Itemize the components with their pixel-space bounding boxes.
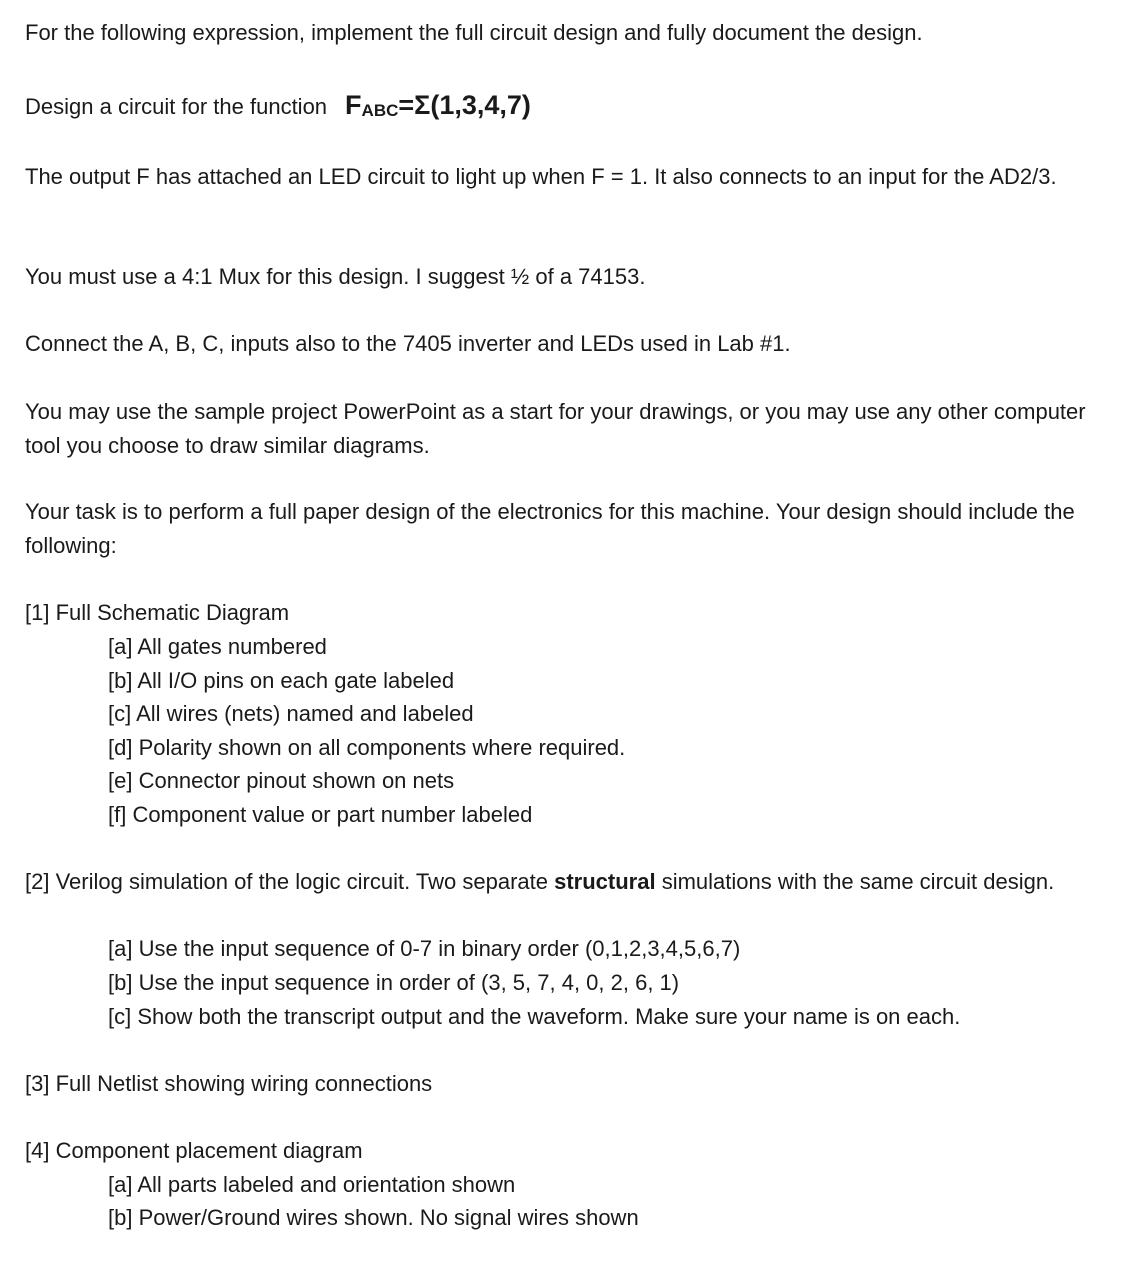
section1-item-a: [a] All gates numbered xyxy=(108,634,327,659)
function-subscript: ABC xyxy=(361,101,399,120)
connect-paragraph: Connect the A, B, C, inputs also to the 7405 inverter and LEDs used in Lab #1. xyxy=(25,331,791,356)
section2-title-bold: structural xyxy=(554,869,656,894)
section2-item-a: [a] Use the input sequence of 0-7 in binary order (0,1,2,3,4,5,6,7) xyxy=(108,936,741,961)
section2-title xyxy=(25,865,1115,899)
section2-title-before: [2] Verilog simulation of the logic circuit. Two separate xyxy=(25,869,555,894)
powerpoint-paragraph: You may use the sample project PowerPoint as a start for your drawings, or you may use any other computer tool you choose to draw similar diagrams. xyxy=(25,399,1086,458)
section4-item-b: [b] Power/Ground wires shown. No signal wires shown xyxy=(108,1205,639,1230)
section1-title: [1] Full Schematic Diagram xyxy=(25,600,290,625)
output-paragraph: The output F has attached an LED circuit to light up when F = 1. It also connects to an input for the AD2/3. xyxy=(25,164,1057,189)
section4-title: [4] Component placement diagram xyxy=(25,1138,363,1163)
section2-title-after: simulations with the same circuit design. xyxy=(655,869,1055,894)
section1-item-b: [b] All I/O pins on each gate labeled xyxy=(108,668,455,693)
section1-item-f: [f] Component value or part number labeled xyxy=(108,802,533,827)
section2-item-c: [c] Show both the transcript output and the waveform. Make sure your name is on each. xyxy=(108,1004,961,1029)
function-expression xyxy=(345,90,531,120)
design-line xyxy=(25,88,531,126)
task-paragraph: Your task is to perform a full paper design of the electronics for this machine. Your design should include the following: xyxy=(25,499,1075,558)
section2-item-b: [b] Use the input sequence in order of (3, 5, 7, 4, 0, 2, 6, 1) xyxy=(108,970,680,995)
section1-item-d: [d] Polarity shown on all components where required. xyxy=(108,735,626,760)
section1-item-e: [e] Connector pinout shown on nets xyxy=(108,768,455,793)
section4-item-a: [a] All parts labeled and orientation shown xyxy=(108,1172,516,1197)
design-prefix: Design a circuit for the function xyxy=(25,94,328,119)
section3-title: [3] Full Netlist showing wiring connections xyxy=(25,1071,433,1096)
function-sum: =Σ(1,3,4,7) xyxy=(398,90,531,120)
intro-text: For the following expression, implement the full circuit design and fully document the design. xyxy=(25,20,923,45)
function-f: F xyxy=(345,90,362,120)
section1-item-c: [c] All wires (nets) named and labeled xyxy=(108,701,474,726)
mux-paragraph: You must use a 4:1 Mux for this design. I suggest ½ of a 74153. xyxy=(25,264,646,289)
